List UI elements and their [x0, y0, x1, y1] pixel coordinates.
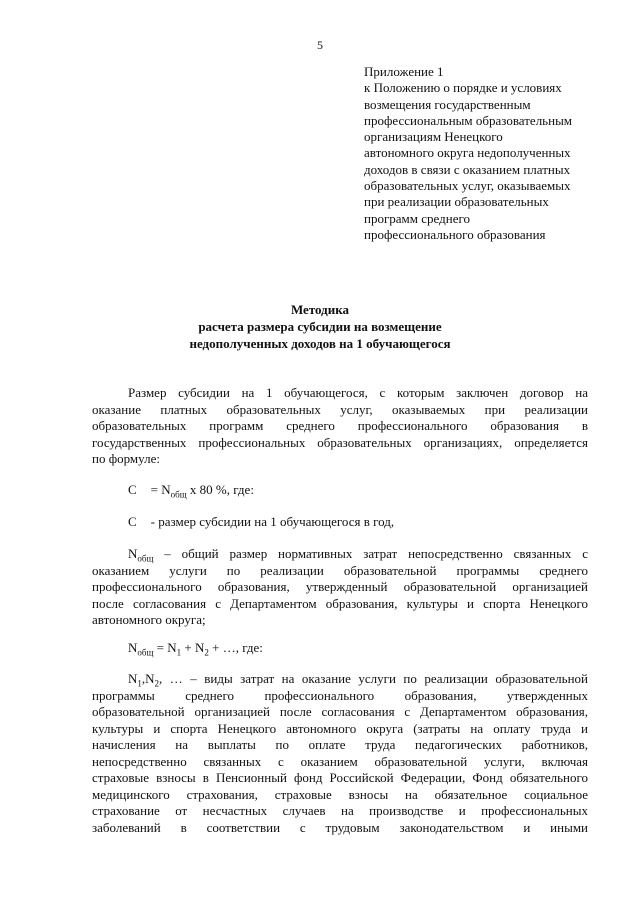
paragraph-line: заболеваний в соответствии с трудовым законодательством и иными: [92, 819, 588, 835]
appendix-line: образовательных услуг, оказываемых: [364, 178, 571, 194]
paragraph-line: Размер субсидии на 1 обучающегося, с которым заключен договор на: [128, 385, 588, 400]
symbol-subscript: 2: [154, 678, 160, 689]
formula-n: N: [128, 640, 138, 655]
appendix-line: профессионального образования: [364, 226, 546, 242]
appendix-line: доходов в связи с оказанием платных: [364, 161, 571, 177]
paragraph-line: автономного округа;: [92, 612, 206, 627]
paragraph-line: непосредственно связанных с оказанием образовательной услуги, включая: [92, 753, 588, 769]
formula-rest: + …, где:: [208, 640, 263, 655]
intro-paragraph: [92, 385, 588, 468]
definition-c: [92, 514, 624, 531]
appendix-line: возмещения государственным: [364, 96, 531, 112]
appendix-title: Приложение 1: [364, 64, 444, 79]
appendix-line: к Положению о порядке и условиях: [364, 80, 562, 96]
formula-symbol-c: C: [128, 482, 137, 497]
paragraph-line: профессионального образования, утвержденный образовательной организацией: [92, 579, 588, 594]
definition-symbol: C: [128, 514, 137, 529]
paragraph-line: страхование от несчастных случаев на производстве и профессиональных: [92, 803, 588, 818]
paragraph-line: образовательной организацией после согласования с Департаментом образования,: [92, 704, 588, 719]
page-number: 5: [317, 38, 323, 52]
paragraph-line: программы среднего профессионального образования, утвержденных: [92, 687, 588, 703]
formula-subscript: 2: [204, 647, 209, 658]
appendix-line: программ среднего: [364, 210, 470, 226]
formula-subscript: 1: [176, 647, 182, 658]
document-heading: [0, 301, 640, 352]
heading-line: недополученных доходов на 1 обучающегося: [189, 336, 451, 351]
paragraph-line: начисления на выплаты по оплате труда педагогических работников,: [92, 737, 588, 752]
line-text: , … – виды затрат на оказание услуги по реализации образовательной: [159, 671, 588, 686]
symbol-n: N: [128, 671, 138, 686]
definition-cost-types: [92, 671, 588, 836]
line-text: – общий размер нормативных затрат непосредственно связанных с: [153, 546, 588, 561]
paragraph-line: государственных профессиональных образовательных организациях, определяется: [92, 434, 588, 450]
formula-n-total: [92, 640, 624, 657]
heading-line: расчета размера субсидии на возмещение: [198, 319, 442, 334]
paragraph-line: страховые взносы в Пенсионный фонд Российской Федерации, Фонд обязательного: [92, 770, 588, 785]
symbol-subscript: 1: [137, 678, 142, 689]
symbol-n: ,N: [141, 671, 155, 686]
formula-eq: = N: [150, 482, 171, 497]
symbol-n: N: [128, 546, 138, 561]
paragraph-line: по формуле:: [92, 451, 160, 466]
symbol-subscript: общ: [137, 553, 154, 564]
paragraph-line: [92, 671, 588, 688]
formula-subscript: общ: [137, 647, 154, 658]
paragraph-line: образовательных программ среднего профессионального образования в: [92, 418, 588, 433]
paragraph-line: культуры и спорта Ненецкого автономного округа (затраты на оплату труда и: [92, 720, 588, 736]
paragraph-line: оказанием услуги по реализации образовательной программы среднего: [92, 562, 588, 578]
formula-eq: = N: [153, 640, 177, 655]
paragraph-line: после согласования с Департаментом образования, культуры и спорта Ненецкого: [92, 595, 588, 611]
formula-subsidy: [92, 482, 624, 499]
formula-plus: + N: [181, 640, 205, 655]
definition-text: - размер субсидии на 1 обучающегося в год,: [150, 514, 395, 529]
appendix-line: при реализации образовательных: [364, 194, 549, 210]
paragraph-line: оказание платных образовательных услуг, оказываемых при реализации: [92, 401, 588, 417]
appendix-block: [364, 64, 609, 243]
formula-subscript: общ: [170, 489, 187, 500]
definition-n-total: [92, 546, 588, 629]
heading-title: Методика: [290, 302, 350, 317]
paragraph-line: [92, 546, 588, 563]
appendix-line: профессиональным образовательным: [364, 112, 573, 128]
appendix-line: организациям Ненецкого: [364, 129, 503, 145]
appendix-line: автономного округа недополученных: [364, 145, 571, 161]
formula-rest: x 80 %, где:: [186, 482, 254, 497]
paragraph-line: медицинского страхования, страховые взносы на обязательное социальное: [92, 786, 588, 802]
